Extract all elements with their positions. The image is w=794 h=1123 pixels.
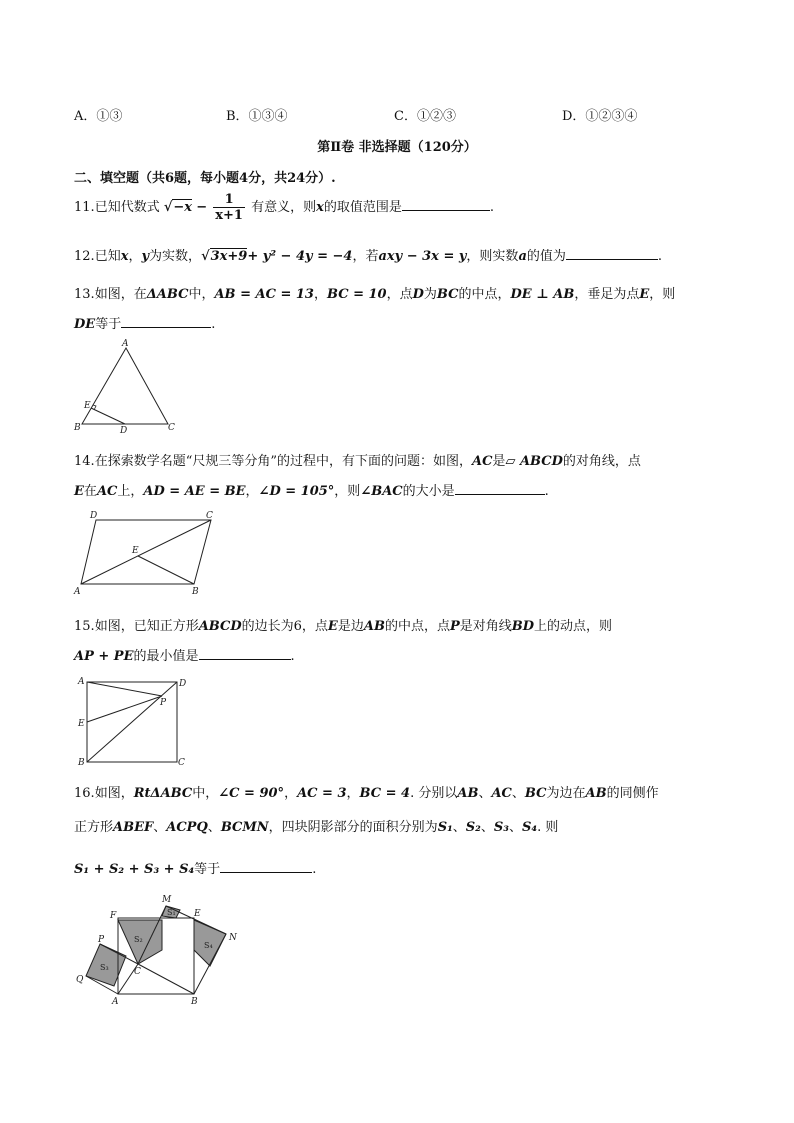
svg-text:E: E bbox=[194, 909, 201, 919]
svg-text:A: A bbox=[74, 587, 81, 597]
question-15: 15.如图，已知正方形ABCD的边长为6，点E是边AB的中点，点P是对角线BD上的动点，则 bbox=[74, 619, 613, 634]
figure-14-parallelogram bbox=[70, 506, 222, 598]
answer-blank bbox=[121, 315, 211, 328]
svg-text:D: D bbox=[179, 679, 187, 689]
svg-text:B: B bbox=[192, 587, 199, 597]
svg-text:C: C bbox=[178, 758, 185, 768]
question-16-line3: S₁ + S₂ + S₃ + S₄等于 . bbox=[74, 862, 317, 877]
svg-text:F: F bbox=[110, 911, 117, 921]
svg-text:E: E bbox=[78, 719, 85, 729]
svg-text:A: A bbox=[112, 997, 119, 1007]
svg-text:E: E bbox=[132, 546, 139, 556]
question-16: 16.如图，RtΔABC中，∠C = 90°，AC = 3，BC = 4. 分别以AB、AC、BC为边在AB的同侧作 bbox=[74, 786, 659, 801]
answer-blank bbox=[220, 860, 312, 873]
question-12: 12.已知x，y为实数，√3x+9+ y² − 4y = −4，若axy − 3x = y，则实数a的值为 . bbox=[74, 249, 663, 264]
svg-text:P: P bbox=[160, 698, 167, 708]
question-13-line2: DE等于 . bbox=[74, 317, 216, 332]
svg-text:S₃: S₃ bbox=[100, 963, 109, 972]
question-11: 11.已知代数式 √−x − $\frac{1}{x+1}$ 有意义，则x的取值范围是 . bbox=[74, 192, 495, 223]
answer-blank bbox=[402, 198, 490, 211]
svg-text:N: N bbox=[229, 933, 237, 943]
figure-15-square bbox=[72, 672, 192, 768]
svg-text:A: A bbox=[78, 677, 85, 687]
svg-text:S₁: S₁ bbox=[167, 908, 176, 917]
svg-text:B: B bbox=[191, 997, 198, 1007]
question-15-line2: AP + PE的最小值是 . bbox=[74, 649, 295, 664]
figure-13-triangle bbox=[70, 338, 185, 433]
fraction: $\frac{1}{x+1}$ bbox=[215, 192, 243, 223]
svg-text:P: P bbox=[98, 935, 105, 945]
question-16-line2: 正方形ABEF、ACPQ、BCMN，四块阴影部分的面积分别为S₁、S₂、S₃、S₄. 则 bbox=[74, 820, 559, 835]
choice-d: D．①②③④ bbox=[562, 109, 638, 124]
svg-text:C: C bbox=[168, 423, 175, 433]
svg-text:S₂: S₂ bbox=[134, 935, 143, 944]
svg-text:C: C bbox=[206, 511, 213, 521]
svg-text:B: B bbox=[74, 423, 81, 433]
svg-text:D: D bbox=[90, 511, 98, 521]
svg-text:Q: Q bbox=[76, 975, 84, 985]
svg-text:S₄: S₄ bbox=[204, 941, 213, 950]
question-14-line2: E在AC上，AD = AE = BE，∠D = 105°，则∠BAC的大小是 . bbox=[74, 484, 549, 499]
question-13: 13.如图，在ΔABC中，AB = AC = 13，BC = 10，点D为BC的中点，DE ⊥ AB，垂足为点E，则 bbox=[74, 287, 676, 302]
choice-b: B．①③④ bbox=[226, 109, 288, 124]
svg-text:C: C bbox=[134, 967, 141, 977]
svg-text:D: D bbox=[120, 426, 128, 433]
answer-blank bbox=[566, 247, 658, 260]
answer-blank bbox=[455, 482, 545, 495]
question-14: 14.在探索数学名题“尺规三等分角”的过程中，有下面的问题：如图，AC是▱ ABCD的对角线，点 bbox=[74, 454, 641, 469]
answer-blank bbox=[199, 647, 291, 660]
svg-text:A: A bbox=[122, 339, 129, 349]
figure-16-squares bbox=[74, 890, 244, 1010]
svg-text:M: M bbox=[162, 895, 172, 905]
choice-c: C．①②③ bbox=[394, 109, 456, 124]
choice-a: A．①③ bbox=[74, 109, 123, 124]
section-title: 第Ⅱ卷 非选择题（120分） bbox=[317, 140, 477, 155]
part-heading: 二、填空题（共6题，每小题4分，共24分）. bbox=[74, 171, 336, 186]
svg-text:B: B bbox=[78, 758, 85, 768]
svg-text:E: E bbox=[84, 401, 91, 411]
